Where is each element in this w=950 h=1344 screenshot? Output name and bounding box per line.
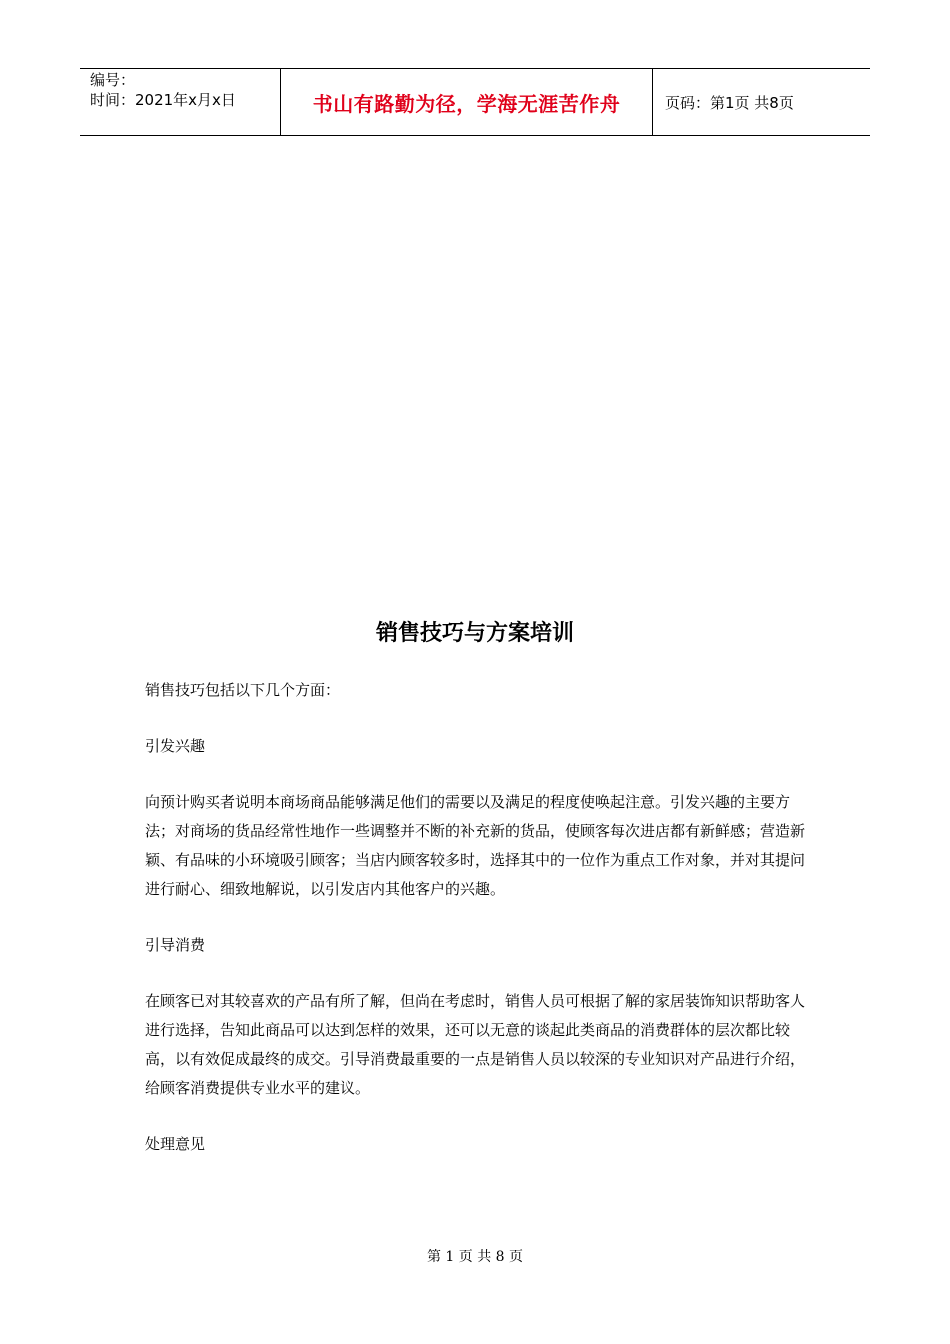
document-body [145, 676, 805, 1159]
section-body-guide: 在顾客已对其较喜欢的产品有所了解，但尚在考虑时，销售人员可根据了解的家居装饰知识帮助客人进行选择，告知此商品可以达到怎样的效果，还可以无意的谈起此类商品的消费群体的层次都比较高，以有效促成最终的成交。引导消费最重要的一点是销售人员以较深的专业知识对产品进行介绍，给顾客消费提供专业水平的建议。 [145, 992, 806, 1097]
header-meta-cell [80, 69, 281, 135]
header-page-info: 页码：第1页 共8页 [665, 93, 794, 112]
header-motto: 书山有路勤为径，学海无涯苦作舟 [312, 91, 621, 116]
page-header [80, 68, 870, 136]
page-footer: 第 1 页 共 8 页 [426, 1249, 524, 1265]
section-heading-interest: 引发兴趣 [145, 737, 206, 755]
section-heading-handling: 处理意见 [145, 1135, 206, 1153]
section-body-interest: 向预计购买者说明本商场商品能够满足他们的需要以及满足的程度使唤起注意。引发兴趣的主要方法；对商场的货品经常性地作一些调整并不断的补充新的货品，使顾客每次进店都有新鲜感；营造新颖、有品味的小环境吸引顾客；当店内顾客较多时，选择其中的一位作为重点工作对象，并对其提问进行耐心、细致地解说，以引发店内其他客户的兴趣。 [145, 793, 806, 898]
document-time-label: 时间：2021年x月x日 [90, 91, 236, 109]
document-number-label: 编号： [90, 71, 136, 89]
header-motto-cell [281, 69, 653, 135]
section-heading-guide: 引导消费 [145, 936, 206, 954]
document-title: 销售技巧与方案培训 [375, 621, 574, 646]
intro-paragraph: 销售技巧包括以下几个方面： [145, 681, 341, 699]
